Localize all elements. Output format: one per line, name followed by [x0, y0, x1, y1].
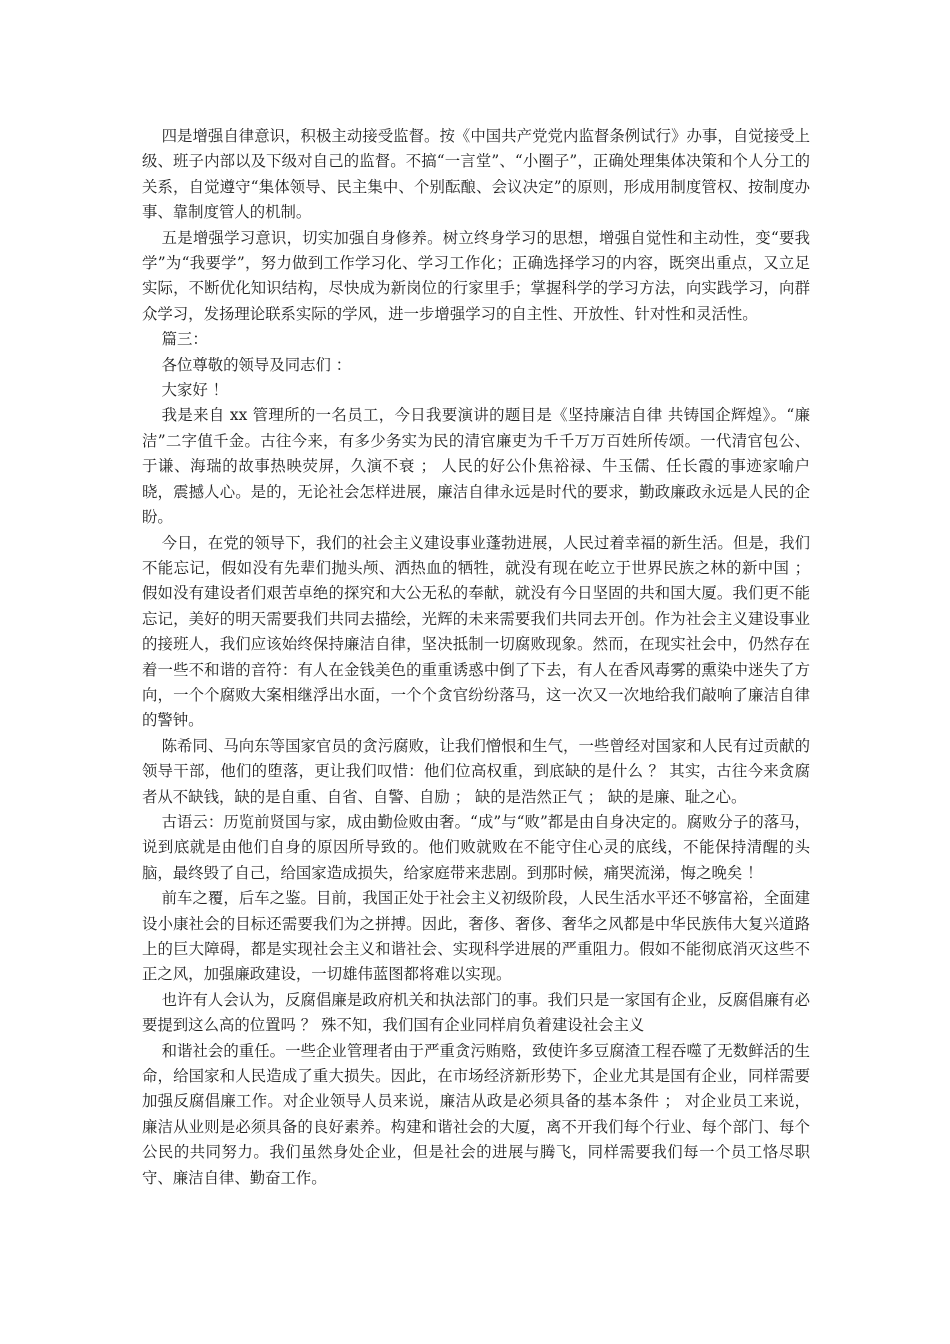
paragraph-corruption-cases: 陈希同、马向东等国家官员的贪污腐败，让我们憎恨和生气，一些曾经对国家和人民有过贡献的领导干部，他们的堕落，更让我们叹惜：他们位高权重，到底缺的是什么 ？ 其实，古往今来贪腐者从不缺钱，缺的是自重、自省、自警、自励 ； 缺的是浩然正气 ； 缺的是廉、耻之心。 [142, 736, 810, 806]
paragraph-lesson: 前车之覆，后车之鉴。目前，我国正处于社会主义初级阶段，人民生活水平还不够富裕，全面建设小康社会的目标还需要我们为之拼搏。因此，奢侈、奢侈、奢华之风都是中华民族伟大复兴道路上的巨大障碍，都是实现社会主义和谐社会、实现科学进展的严重阻力。假如不能彻底消灭这些不正之风，加强廉政建设，一切雄伟蓝图都将难以实现。 [142, 889, 810, 984]
greeting: 大家好 ！ [161, 381, 229, 400]
section-heading: 篇三： [161, 330, 208, 349]
salutation: 各位尊敬的领导及同志们 ： [161, 355, 352, 374]
document-body [142, 124, 810, 1191]
paragraph-self-discipline: 四是增强自律意识，积极主动接受监督。按《中国共产党党内监督条例试行》办事，自觉接受上级、班子内部以及下级对自己的监督。不搞“一言堂”、“小圈子”，正确处理集体决策和个人分工的关系，自觉遵守“集体领导、民主集中、个别酝酿、会议决定”的原则，形成用制度管权、按制度办事、靠制度管人的机制。 [142, 127, 810, 222]
paragraph-today: 今日，在党的领导下，我们的社会主义建设事业蓬勃进展，人民过着幸福的新生活。但是，我们不能忘记，假如没有先辈们抛头颅、洒热血的牺牲，就没有现在屹立于世界民族之林的新中国 ； 假如没有建设者们艰苦卓绝的探究和大公无私的奉献，就没有今日坚固的共和国大厦。我们更不能忘记，美好的明天需要我们共同去描绘，光辉的未来需要我们共同去开创。作为社会主义建设事业的接班人，我们应该始终保持廉洁自律，坚决抵制一切腐败现象。然而，在现实社会中，仍然存在着一些不和谐的音符：有人在金钱美色的重重诱惑中倒了下去，有人在香风毒雾的熏染中迷失了方向，一个个腐败大案相继浮出水面，一个个贪官纷纷落马，这一次又一次地给我们敲响了廉洁自律的警钟。 [142, 533, 810, 730]
paragraph-enterprise: 也许有人会认为，反腐倡廉是政府机关和执法部门的事。我们只是一家国有企业，反腐倡廉有必要提到这么高的位置吗 ？ 殊不知，我们国有企业同样肩负着建设社会主义 [142, 990, 810, 1035]
paragraph-introduction: 我是来自 xx 管理所的一名员工，今日我要演讲的题目是《坚持廉洁自律 共铸国企辉煌》。“廉洁”二字值千金。古往今来，有多少务实为民的清官廉吏为千千万万百姓所传颂。一代清官包公、于谦、海瑞的故事热映荧屏，久演不衰 ； 人民的好公仆焦裕禄、牛玉儒、任长霞的事迹家喻户晓，震撼人心。是的，无论社会怎样进展，廉洁自律永远是时代的要求，勤政廉政永远是人民的企盼。 [142, 406, 810, 527]
paragraph-ancient-saying: 古语云：历览前贤国与家，成由勤俭败由奢。“成”与“败”都是由自身决定的。腐败分子的落马，说到底就是由他们自身的原因所导致的。他们败就败在不能守住心灵的底线，不能保持清醒的头脑，最终毁了自己，给国家造成损失，给家庭带来悲剧。到那时候，痛哭流涕，悔之晚矣 ！ [142, 812, 810, 882]
paragraph-harmonious-society: 和谐社会的重任。一些企业管理者由于严重贪污贿赂，致使许多豆腐渣工程吞噬了无数鲜活的生命，给国家和人民造成了重大损失。因此，在市场经济新形势下，企业尤其是国有企业，同样需要加强反腐倡廉工作。对企业领导人员来说，廉洁从政是必须具备的基本条件 ； 对企业员工来说，廉洁从业则是必须具备的良好素养。构建和谐社会的大厦，离不开我们每个行业、每个部门、每个公民的共同努力。我们虽然身处企业，但是社会的进展与腾飞，同样需要我们每一个员工恪尽职守、廉洁自律、勤奋工作。 [142, 1041, 810, 1187]
paragraph-learning: 五是增强学习意识，切实加强自身修养。树立终身学习的思想，增强自觉性和主动性，变“要我学”为“我要学”，努力做到工作学习化、学习工作化；正确选择学习的内容，既突出重点，又立足实际，不断优化知识结构，尽快成为新岗位的行家里手；掌握科学的学习方法，向实践学习，向群众学习，发扬理论联系实际的学风，进一步增强学习的自主性、开放性、针对性和灵活性。 [142, 228, 810, 323]
